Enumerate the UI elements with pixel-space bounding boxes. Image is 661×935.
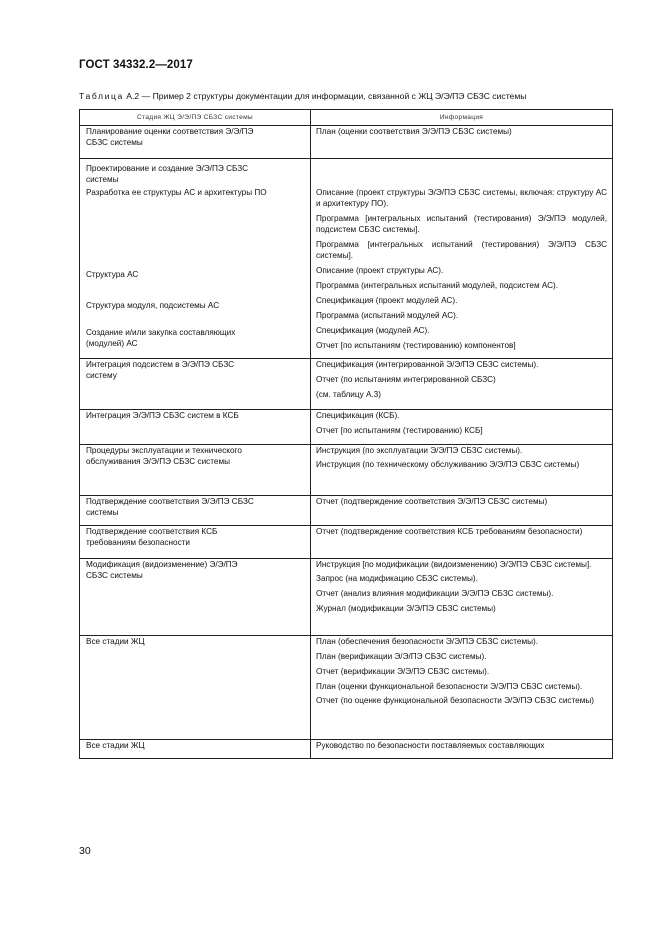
caption-number: А.2 <box>126 91 140 101</box>
info-cell <box>311 496 613 526</box>
info-text: Отчет (подтверждение соответствия Э/Э/ПЭ СБЗС системы) <box>316 497 548 506</box>
stage-cell <box>80 410 311 445</box>
info-text: Спецификация (интегрированной Э/Э/ПЭ СБЗС системы). <box>316 360 539 369</box>
table-row <box>80 740 613 759</box>
info-cell <box>311 445 613 496</box>
info-text: (см. таблицу А.3) <box>316 390 381 399</box>
info-text: Спецификация (модулей АС). <box>316 326 430 335</box>
info-text: Отчет (подтверждение соответствия КСБ требованиям безопасности) <box>316 527 583 536</box>
document-id: ГОСТ 34332.2—2017 <box>79 59 193 71</box>
info-cell <box>311 559 613 636</box>
caption-label: Таблица <box>79 91 124 101</box>
info-text: Отчет [по испытаниям (тестированию) КСБ] <box>316 426 483 435</box>
info-cell <box>311 126 613 159</box>
page-number: 30 <box>79 845 91 857</box>
stage-cell <box>80 359 311 410</box>
info-text: Отчет (по оценке функциональной безопасности Э/Э/ПЭ СБЗС системы) <box>316 696 594 705</box>
stage-text: Процедуры эксплуатации и технического обслуживания Э/Э/ПЭ СБЗС системы <box>86 446 242 466</box>
stage-cell <box>80 740 311 759</box>
stage-cell <box>80 559 311 636</box>
stage-cell <box>80 526 311 559</box>
stage-text: Интеграция Э/Э/ПЭ СБЗС систем в КСБ <box>86 411 239 420</box>
info-text: Отчет (анализ влияния модификации Э/Э/ПЭ СБЗС системы). <box>316 589 554 598</box>
stage-cell <box>80 159 311 359</box>
table-row <box>80 445 613 496</box>
table-caption <box>79 91 609 101</box>
info-cell <box>311 526 613 559</box>
info-text: Спецификация (проект модулей АС). <box>316 296 458 305</box>
info-text: Спецификация (КСБ). <box>316 411 400 420</box>
stage-text: Все стадии ЖЦ <box>86 637 145 646</box>
info-text: План (обеспечения безопасности Э/Э/ПЭ СБЗС системы). <box>316 637 538 646</box>
table-row <box>80 636 613 740</box>
info-text: План (верификации Э/Э/ПЭ СБЗС системы). <box>316 652 487 661</box>
stage-cell <box>80 496 311 526</box>
table-row <box>80 496 613 526</box>
info-cell <box>311 359 613 410</box>
stage-text: Все стадии ЖЦ <box>86 741 145 750</box>
stage-text: Интеграция подсистем в Э/Э/ПЭ СБЗС систему <box>86 360 235 380</box>
stage-text: Планирование оценки соответствия Э/Э/ПЭ СБЗС системы <box>86 127 254 147</box>
info-cell <box>311 740 613 759</box>
stage-text: Создание и/или закупка составляющих (модулей) АС <box>86 328 236 348</box>
documentation-structure-table <box>79 109 613 759</box>
info-text: План (оценки соответствия Э/Э/ПЭ СБЗС системы) <box>316 127 512 136</box>
info-cell <box>311 410 613 445</box>
info-text: Отчет (верификации Э/Э/ПЭ СБЗС системы). <box>316 667 490 676</box>
stage-title: Проектирование и создание Э/Э/ПЭ СБЗС системы <box>86 164 249 184</box>
stage-cell <box>80 636 311 740</box>
stage-text: Структура АС <box>86 270 139 279</box>
table-row <box>80 526 613 559</box>
info-cell <box>311 636 613 740</box>
table-row <box>80 559 613 636</box>
info-text: Запрос (на модификацию СБЗС системы). <box>316 574 478 583</box>
info-text: План (оценки функциональной безопасности Э/Э/ПЭ СБЗС системы). <box>316 682 583 691</box>
info-text: Описание (проект структуры АС). <box>316 266 444 275</box>
info-text: Программа [интегральных испытаний (тестирования) Э/Э/ПЭ СБЗС системы]. <box>316 240 607 260</box>
info-text: Описание (проект структуры Э/Э/ПЭ СБЗС системы, включая: структуру АС и архитектуру ПО). <box>316 188 607 208</box>
column-header-stage: Стадия ЖЦ Э/Э/ПЭ СБЗС системы <box>80 110 311 126</box>
stage-cell <box>80 126 311 159</box>
column-header-info: Информация <box>311 110 613 126</box>
table-row <box>80 359 613 410</box>
info-text: Журнал (модификации Э/Э/ПЭ СБЗС системы) <box>316 604 496 613</box>
info-cell <box>311 159 613 359</box>
stage-text: Модификация (видоизменение) Э/Э/ПЭ СБЗС системы <box>86 560 238 580</box>
stage-cell <box>80 445 311 496</box>
table-row <box>80 159 613 359</box>
table-row <box>80 126 613 159</box>
info-text: Инструкция [по модификации (видоизменению) Э/Э/ПЭ СБЗС системы]. <box>316 560 592 569</box>
table-row <box>80 410 613 445</box>
stage-text: Разработка ее структуры АС и архитектуры ПО <box>86 188 267 197</box>
info-text: Руководство по безопасности поставляемых составляющих <box>316 741 545 750</box>
info-text: Программа (интегральных испытаний модулей, подсистем АС). <box>316 281 559 290</box>
info-text: Инструкция (по техническому обслуживанию Э/Э/ПЭ СБЗС системы) <box>316 460 580 469</box>
info-text: Программа [интегральных испытаний (тестирования) Э/Э/ПЭ модулей, подсистем СБЗС системы]. <box>316 214 607 234</box>
table-header-row <box>80 110 613 126</box>
stage-text: Подтверждение соответствия КСБ требованиям безопасности <box>86 527 218 547</box>
stage-text: Подтверждение соответствия Э/Э/ПЭ СБЗС системы <box>86 497 254 517</box>
info-text: Отчет [по испытаниям (тестированию) компонентов] <box>316 341 516 350</box>
info-text: Инструкция (по эксплуатации Э/Э/ПЭ СБЗС системы). <box>316 446 523 455</box>
stage-text: Структура модуля, подсистемы АС <box>86 301 220 310</box>
info-text: Программа (испытаний модулей АС). <box>316 311 459 320</box>
caption-text: — Пример 2 структуры документации для информации, связанной с ЖЦ Э/Э/ПЭ СБЗС системы <box>139 91 527 101</box>
info-text: Отчет (по испытаниям интегрированной СБЗС) <box>316 375 496 384</box>
